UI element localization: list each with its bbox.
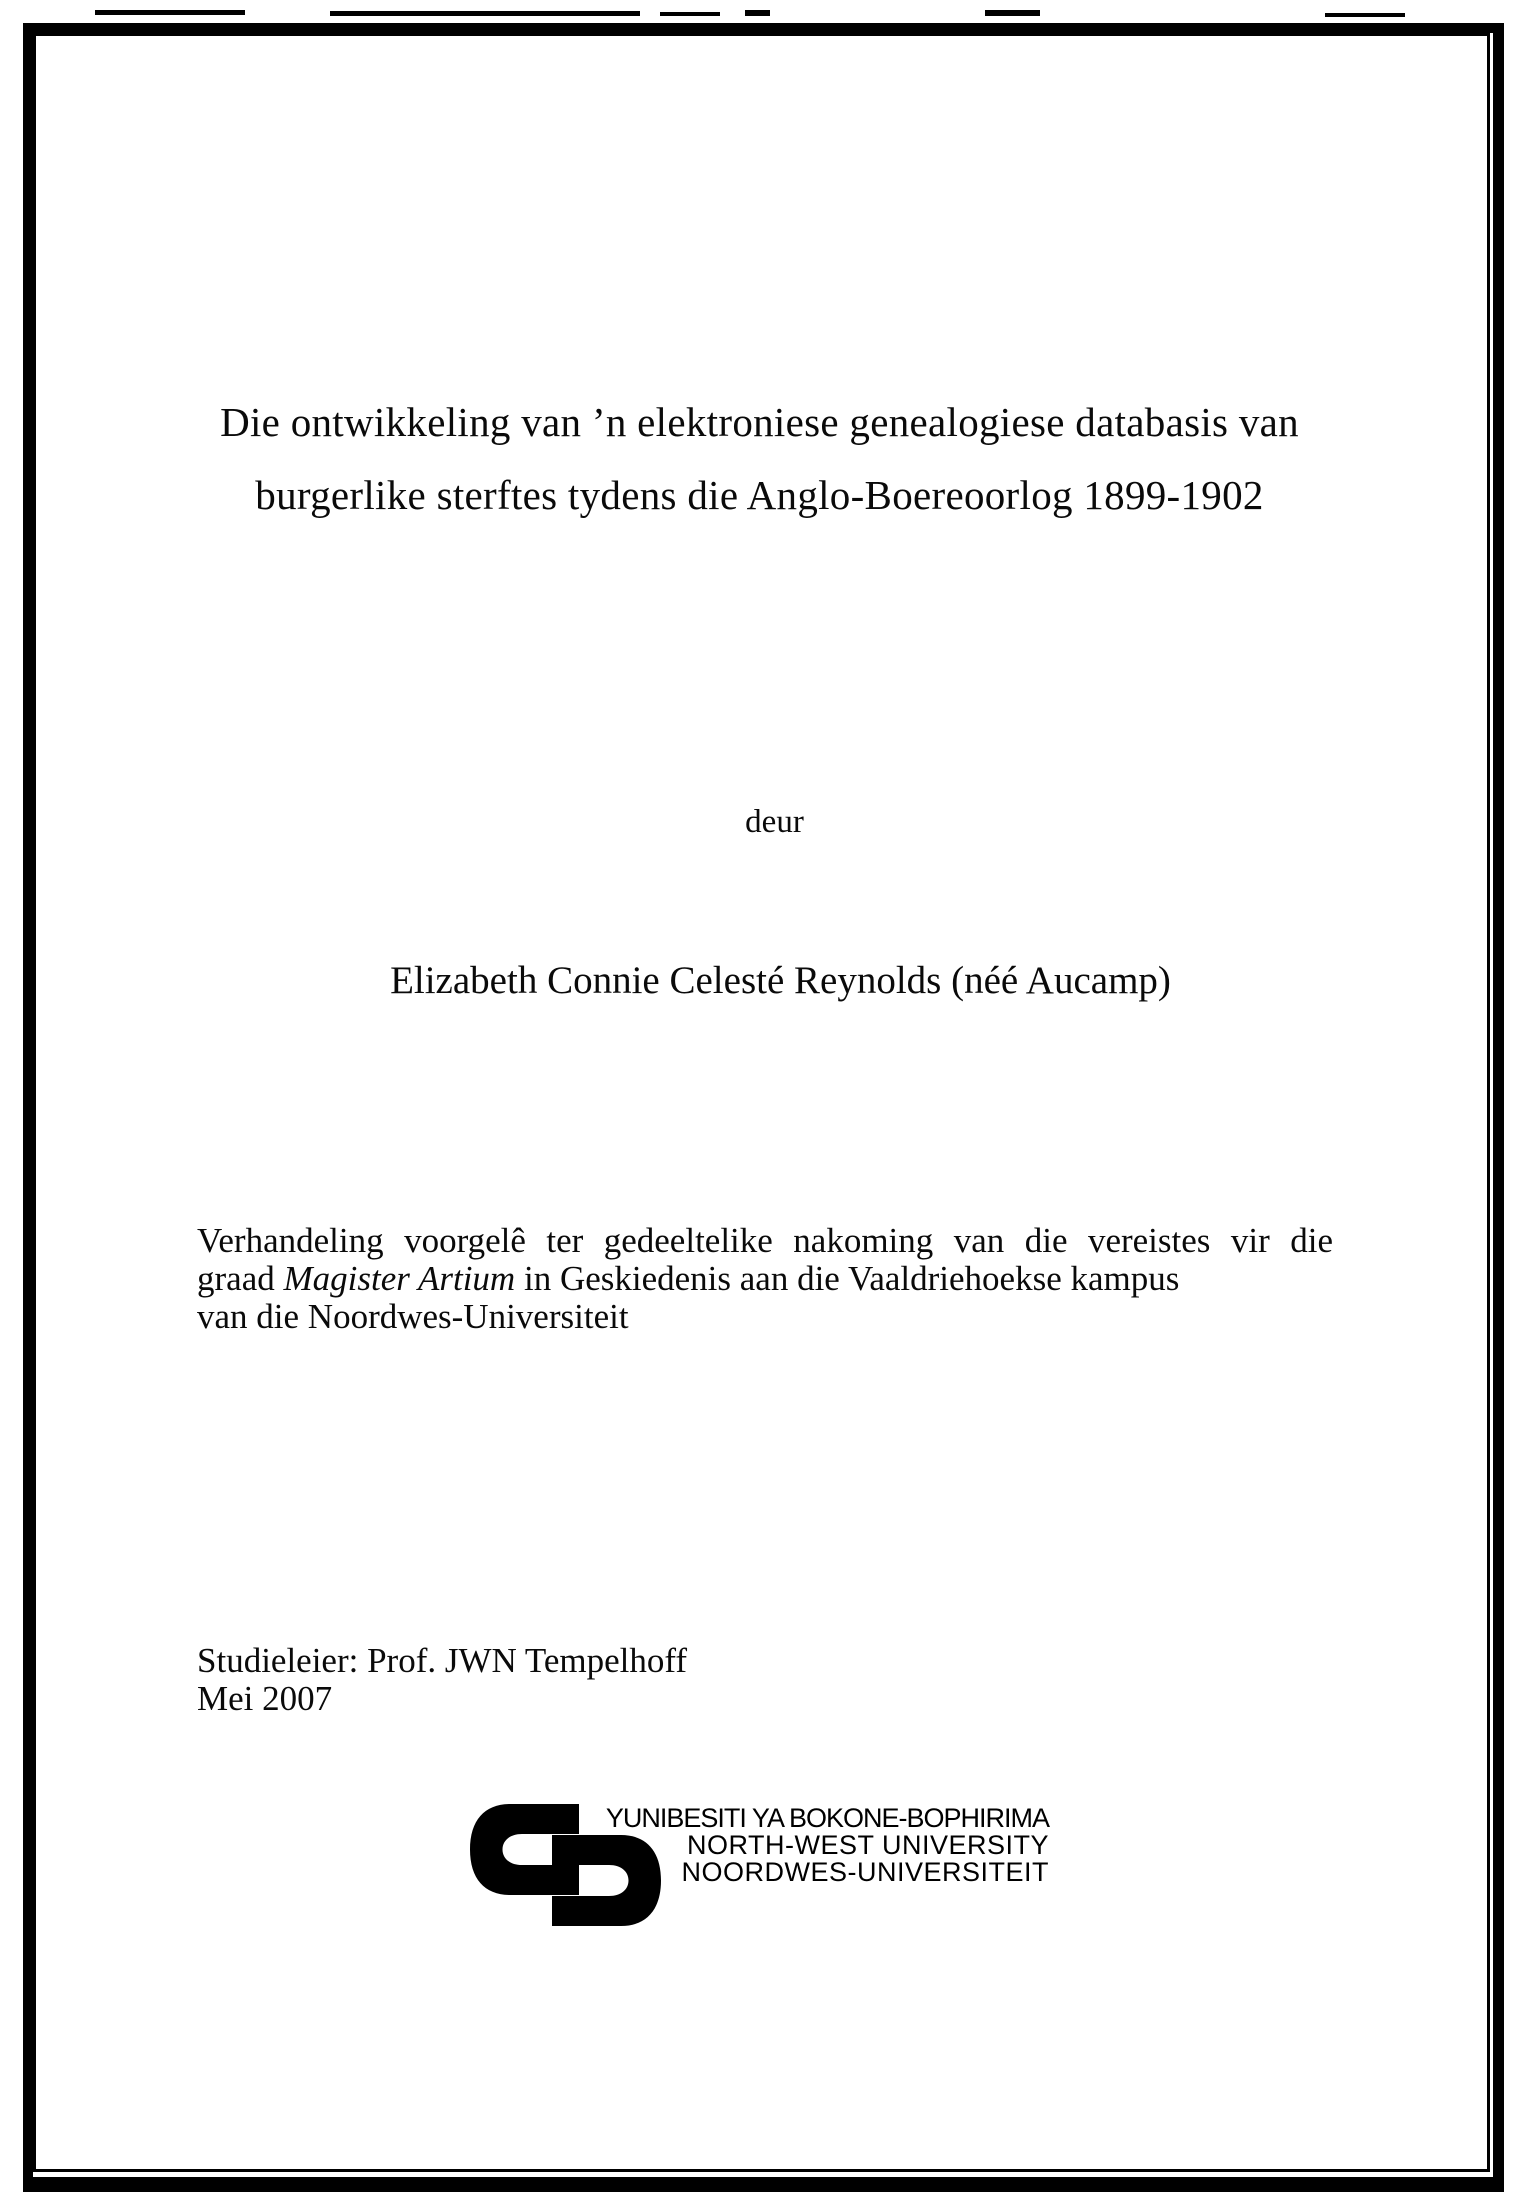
scan-artifact [330,11,640,16]
author-name: Elizabeth Connie Celesté Reynolds (néé Aucamp) [390,959,1171,1002]
scan-artifact [985,10,1040,16]
scan-artifact [745,10,770,16]
degree-statement-line2-post: in Geskiedenis aan die Vaaldriehoekse kampus [515,1259,1180,1298]
date-line: Mei 2007 [197,1679,333,1718]
thesis-title [36,386,1483,532]
supervisor-line: Studieleier: Prof. JWN Tempelhoff [197,1641,688,1680]
scan-artifact [95,10,245,15]
supervisor-block [197,1642,687,1718]
nwu-logo-line-setswana: YUNIBESITI YA BOKONE-BOPHIRIMA [605,1803,1049,1833]
scan-artifact [1325,13,1405,17]
degree-name-italic: Magister Artium [283,1259,516,1298]
degree-statement [197,1222,1333,1336]
nwu-logo-line-english: NORTH-WEST UNIVERSITY [686,1830,1049,1860]
degree-statement-line1: Verhandeling voorgelê ter gedeeltelike nakoming van die vereistes vir die [197,1221,1333,1260]
nwu-logo-line-afrikaans: NOORDWES-UNIVERSITEIT [681,1857,1049,1887]
degree-statement-line3: van die Noordwes-Universiteit [197,1297,629,1336]
byline-deur: deur [745,804,804,840]
degree-statement-line2 [197,1260,1333,1298]
thesis-title-line2: burgerlike sterftes tydens die Anglo-Boereoorlog 1899-1902 [255,472,1264,518]
degree-statement-line2-pre: graad [197,1259,284,1298]
thesis-title-line1: Die ontwikkeling van ’n elektroniese genealogiese databasis van [220,399,1299,445]
nwu-logo-text [557,1805,1049,1886]
scan-artifact [660,12,720,16]
